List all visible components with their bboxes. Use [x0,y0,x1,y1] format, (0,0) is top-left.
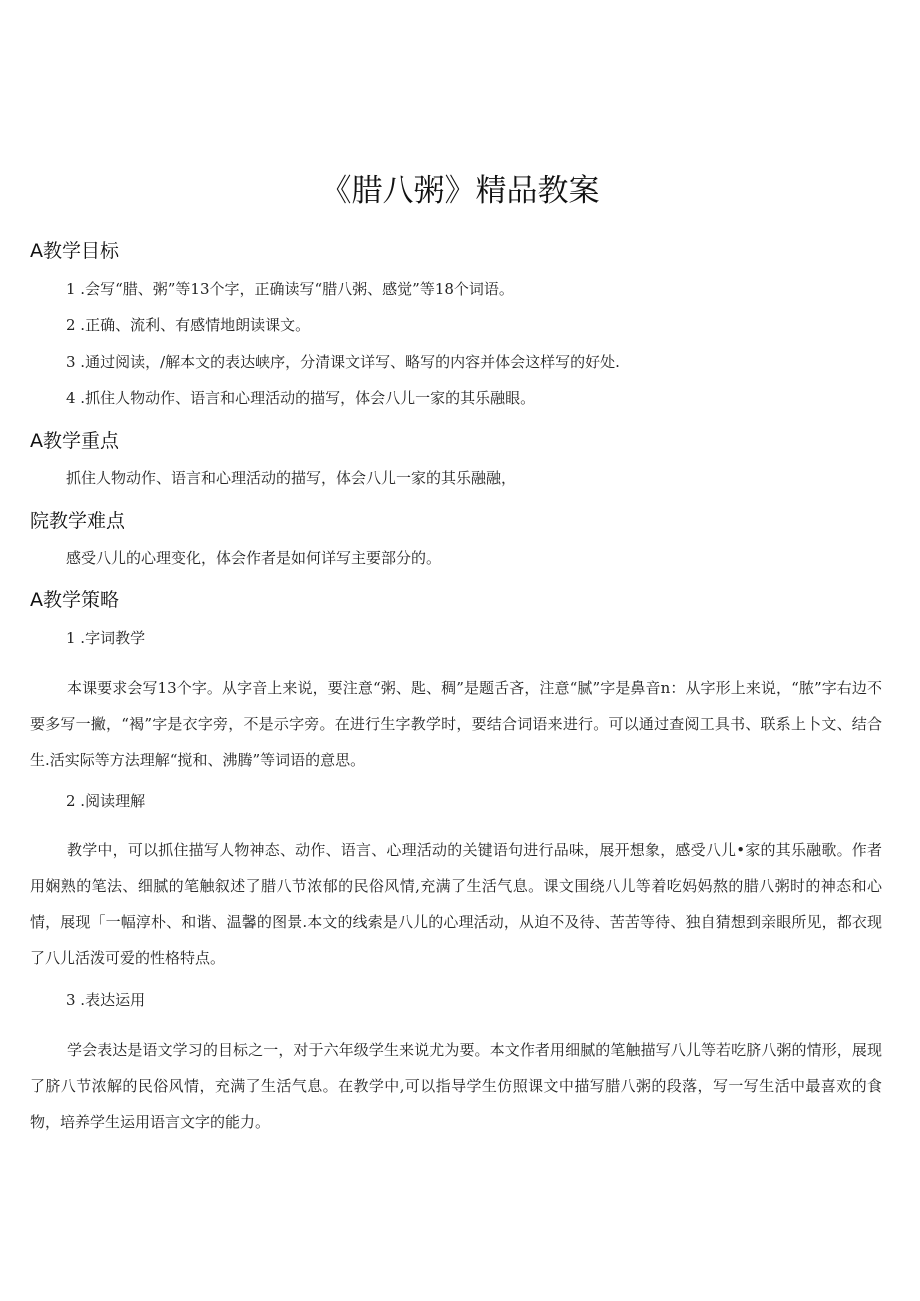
strategy-text-vocabulary: 本课要求会写13个字。从字音上来说，要注意“粥、匙、稠”是题舌吝，注意“腻”字是鼻音n：从字形上来说，“脓”字右边不要多写一撇，“褐”字是衣字旁，不是示字旁。在进行生字教学时，要结合词语来进行。可以通过查阅工具书、联系上卜文、结合生.活实际等方法理解“搅和、沸腾”等词语的意思。 [30,679,882,769]
key-points-text: 抓住人物动作、语言和心理活动的描写，体会八儿一家的其乐融融， [66,469,517,487]
document-title: 《腊八粥》精品教案 [320,173,600,209]
strategy-title-expression: 3 .表达运用 [66,991,146,1009]
heading-strategies: A教学策略 [30,589,119,611]
heading-key-points: A教学重点 [30,430,119,452]
objective-item-4: 4 .抓住人物动作、语言和心理活动的描写，体会八儿一家的其乐融眼。 [66,389,536,407]
objective-item-3: 3 .通过阅读，/解本文的表达峡序，分清课文详写、略写的内容并体会这样写的好处. [66,353,620,371]
objective-item-2: 2 .正确、流利、有感情地朗读课文。 [66,316,311,334]
strategy-text-reading: 教学中，可以抓住描写人物神态、动作、语言、心理活动的关键语句进行品味，展开想象，感受八儿•家的其乐融歌。作者用娴熟的笔法、细腻的笔触叙述了腊八节浓郁的民俗风情,充满了生活气息。课文围绕八儿等着吃妈妈熬的腊八粥时的神态和心情，展现「一幅淳朴、和谐、温馨的图景.本文的线索是八儿的心理活动，从迫不及待、苦苦等待、独自猜想到亲眼所见，都衣现了八儿活泼可爱的性格特点。 [30,841,882,967]
strategy-title-vocabulary: 1 .字词教学 [66,629,146,647]
objective-item-1: 1 .会写“腊、粥”等13个字，正确读写“腊八粥、感觉”等18个词语。 [66,280,514,298]
difficulties-text: 感受八儿的心理变化，体会作者是如何详写主要部分的。 [66,549,442,567]
heading-objectives: A教学目标 [30,240,119,262]
heading-difficulties: 院教学难点 [30,510,126,532]
strategy-title-reading: 2 .阅读理解 [66,792,146,810]
strategy-text-expression: 学会表达是语文学习的目标之一，对于六年级学生来说尤为要。本文作者用细腻的笔触描写八儿等若吃脐八粥的情形，展现了脐八节浓解的民俗风情，充满了生活气息。在教学中,可以指导学生仿照课文中描写腊八粥的段落，写一写生活中最喜欢的食物，培养学生运用语言文字的能力。 [30,1041,882,1131]
